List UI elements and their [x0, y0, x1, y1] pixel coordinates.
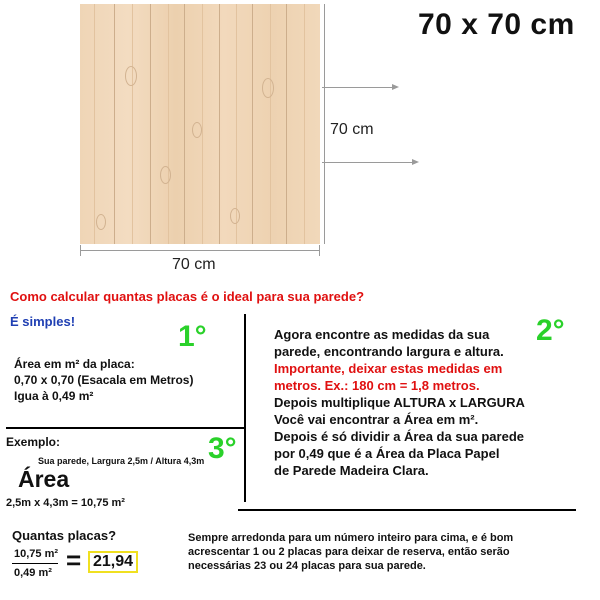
fraction-denominator: 0,49 m²: [14, 567, 52, 579]
step-2-line: Depois é só dividir a Área da sua parede: [274, 429, 524, 444]
equals-sign: =: [66, 545, 82, 575]
width-dim-tick-right: [319, 245, 320, 256]
advice-line: acrescentar 1 ou 2 placas para deixar de reserva, então serão: [188, 546, 510, 558]
step-3-number: 3°: [208, 432, 237, 465]
step-2-line: parede, encontrando largura e altura.: [274, 344, 504, 359]
step-2-line: por 0,49 que é a Área da Placa Papel: [274, 446, 500, 461]
advice-line: Sempre arredonda para um número inteiro para cima, e é bom: [188, 532, 514, 544]
arrowhead-top: [392, 84, 399, 90]
how-many-label: Quantas placas?: [12, 528, 117, 543]
step-1-line: Área em m² da placa:: [14, 357, 135, 371]
area-heading: Área: [18, 466, 70, 492]
vertical-divider: [244, 314, 246, 502]
height-arrow-bottom: [322, 162, 412, 163]
wood-panel-image: [80, 4, 320, 244]
divider-bottom: [238, 509, 576, 511]
height-dim-line: [324, 4, 325, 244]
panel-height-label: 70 cm: [330, 121, 374, 138]
divider-left: [6, 427, 244, 429]
step-2-line: de Parede Madeira Clara.: [274, 463, 429, 478]
width-dim-tick-left: [80, 245, 81, 256]
rounding-advice: [188, 531, 598, 573]
area-calculation: 2,5m x 4,3m = 10,75 m²: [6, 497, 125, 509]
step-2-line: Você vai encontrar a Área em m².: [274, 412, 479, 427]
step-2-text: [274, 326, 574, 479]
step-1-line: 0,70 x 0,70 (Esacala em Metros): [14, 373, 194, 387]
fraction-numerator: 10,75 m²: [14, 548, 59, 560]
example-label: Exemplo:: [6, 435, 61, 449]
height-arrow-top: [322, 87, 392, 88]
step-2-important: Importante, deixar estas medidas em: [274, 361, 503, 376]
advice-line: necessárias 23 ou 24 placas para sua parede.: [188, 560, 426, 572]
result-box: 21,94: [88, 551, 138, 573]
step-2-important: metros. Ex.: 180 cm = 1,8 metros.: [274, 378, 480, 393]
arrowhead-bottom: [412, 159, 419, 165]
step-1-line: Igua à 0,49 m²: [14, 389, 94, 403]
simple-label: É simples!: [10, 314, 76, 329]
question-heading: Como calcular quantas placas é o ideal para sua parede?: [10, 289, 365, 304]
step-1-text: [14, 356, 193, 404]
width-dim-line: [80, 250, 320, 251]
step-2-line: Agora encontre as medidas da sua: [274, 327, 490, 342]
step-2-number: 2°: [536, 314, 565, 347]
example-dimensions: Sua parede, Largura 2,5m / Altura 4,3m: [38, 456, 205, 466]
fraction-bar: [12, 563, 58, 564]
step-2-line: Depois multiplique ALTURA x LARGURA: [274, 395, 525, 410]
step-1-number: 1°: [178, 320, 207, 353]
panel-width-label: 70 cm: [172, 256, 216, 273]
panel-size-title: 70 x 70 cm: [418, 8, 575, 41]
